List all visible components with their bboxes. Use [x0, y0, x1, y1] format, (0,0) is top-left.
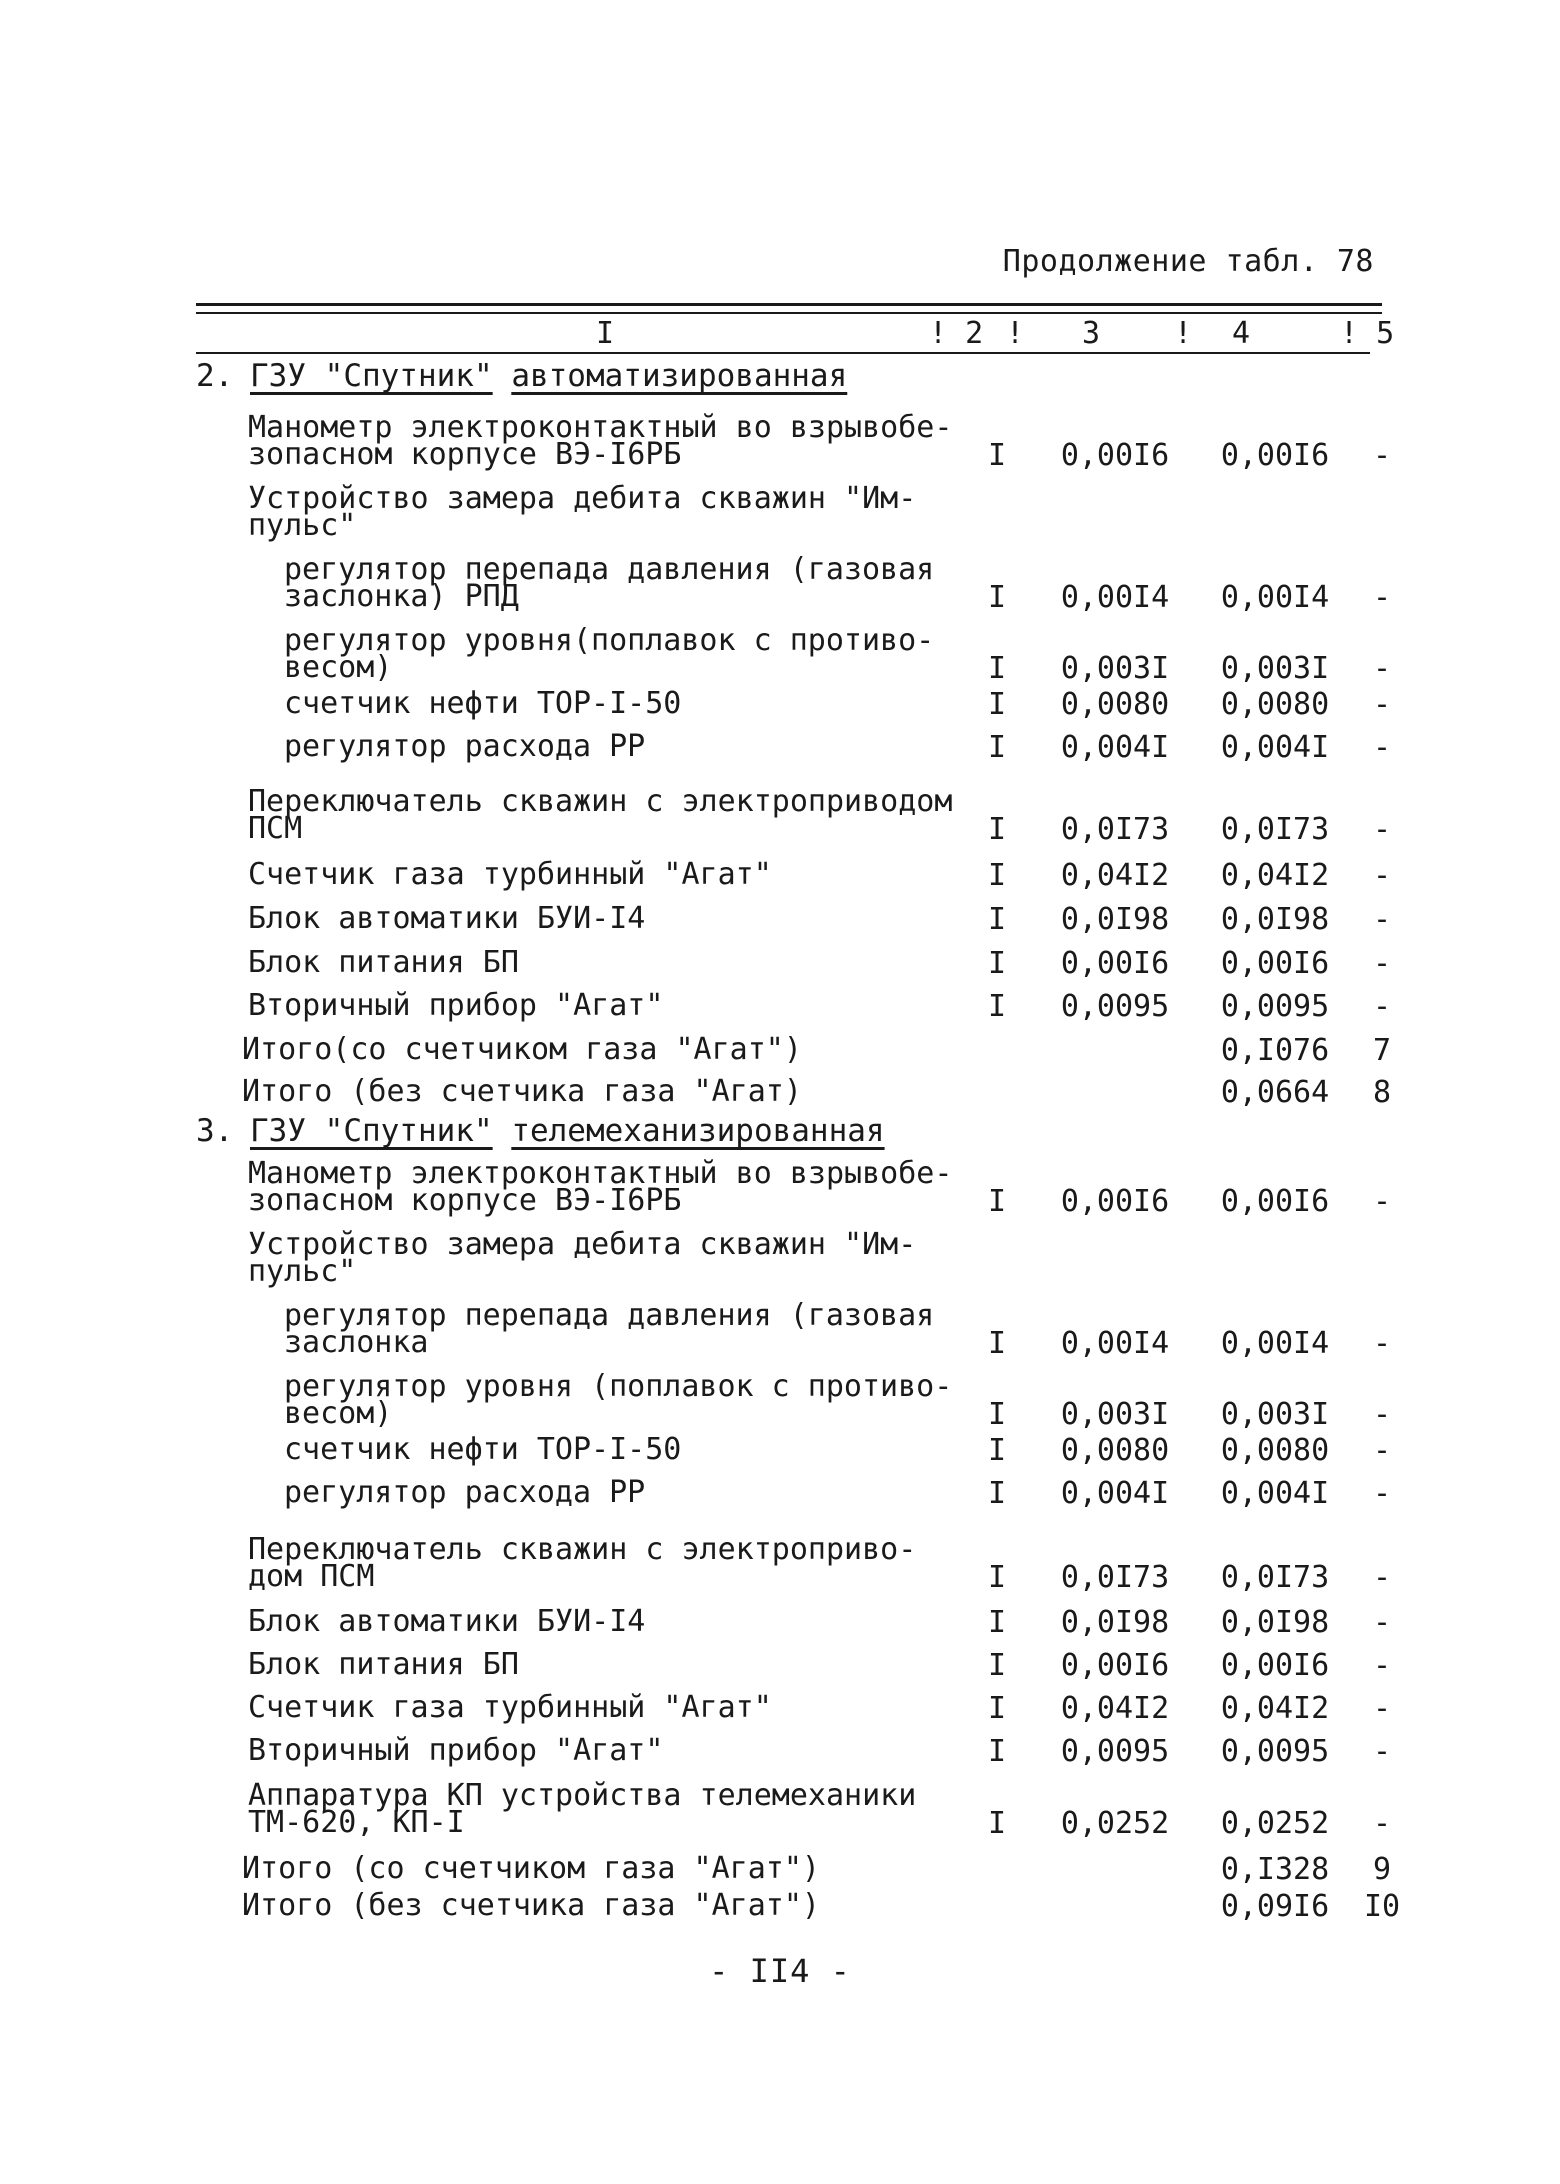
value-cell-5: -: [1372, 580, 1392, 615]
value-cell-4: 0,0I98: [1220, 902, 1330, 937]
column-separator: !: [1174, 316, 1193, 351]
value-cell-4: 0,00I6: [1220, 946, 1330, 981]
value-cell-5: -: [1372, 438, 1392, 473]
value-cell-4: 0,04I2: [1220, 858, 1330, 893]
item-name: Блок автоматики БУИ-I4: [248, 901, 646, 936]
quantity-cell: I: [987, 1397, 1007, 1432]
value-cell-4: 0,I076: [1220, 1033, 1330, 1068]
value-cell-5: -: [1372, 651, 1392, 686]
section-heading-2: [196, 358, 847, 394]
item-name: Итого (со счетчиком газа "Агат"): [242, 1851, 820, 1886]
table-caption: Продолжение табл. 78: [1002, 244, 1374, 279]
value-cell-3: 0,00I6: [1060, 1184, 1170, 1219]
value-cell-5: -: [1372, 1648, 1392, 1683]
value-cell-5: -: [1372, 1560, 1392, 1595]
value-cell-4: 0,04I2: [1220, 1691, 1330, 1726]
value-cell-4: 0,0095: [1220, 1734, 1330, 1769]
item-name: Манометр электроконтактный во взрывобе- зопасном корпусе ВЭ-I6РБ: [248, 1156, 953, 1218]
value-cell-3: 0,004I: [1060, 1476, 1170, 1511]
page-number: - II4 -: [709, 1952, 851, 1990]
section-title-part: ГЗУ "Спутник": [250, 1113, 493, 1149]
value-cell-3: 0,04I2: [1060, 858, 1170, 893]
table-top-rule: [196, 303, 1382, 306]
item-name: Манометр электроконтактный во взрывобе- зопасном корпусе ВЭ-I6РБ: [248, 410, 953, 472]
value-cell-4: 0,00I6: [1220, 1648, 1330, 1683]
value-cell-4: 0,00I6: [1220, 438, 1330, 473]
value-cell-5: 7: [1372, 1033, 1392, 1068]
value-cell-5: -: [1372, 1691, 1392, 1726]
value-cell-4: 0,0I73: [1220, 1560, 1330, 1595]
column-separator: !: [1006, 316, 1025, 351]
item-name: регулятор уровня (поплавок с противо- весом): [284, 1369, 953, 1431]
item-name: счетчик нефти ТОР-I-50: [284, 1432, 682, 1467]
quantity-cell: I: [987, 812, 1007, 847]
quantity-cell: I: [987, 902, 1007, 937]
quantity-cell: I: [987, 1648, 1007, 1683]
value-cell-5: I0: [1363, 1889, 1401, 1924]
quantity-cell: I: [987, 651, 1007, 686]
item-name: Блок питания БП: [248, 945, 519, 980]
value-cell-3: 0,0252: [1060, 1806, 1170, 1841]
column-header-1: I: [596, 316, 615, 351]
value-cell-3: 0,00I4: [1060, 580, 1170, 615]
value-cell-3: 0,0080: [1060, 1433, 1170, 1468]
column-header-row: [196, 314, 1395, 352]
item-name: Итого (без счетчика газа "Агат"): [242, 1888, 820, 1923]
value-cell-4: 0,003I: [1220, 651, 1330, 686]
value-cell-3: 0,0I98: [1060, 1605, 1170, 1640]
quantity-cell: I: [987, 989, 1007, 1024]
value-cell-4: 0,004I: [1220, 730, 1330, 765]
value-cell-4: 0,00I6: [1220, 1184, 1330, 1219]
value-cell-5: -: [1372, 730, 1392, 765]
item-name: Устройство замера дебита скважин "Им- пульс": [248, 1227, 917, 1289]
value-cell-3: 0,0I98: [1060, 902, 1170, 937]
value-cell-3: 0,00I6: [1060, 438, 1170, 473]
item-name: Аппаратура КП устройства телемеханики ТМ-620, КП-I: [248, 1778, 917, 1840]
quantity-cell: I: [987, 858, 1007, 893]
item-name: регулятор расхода РР: [284, 1475, 646, 1510]
value-cell-4: 0,0664: [1220, 1075, 1330, 1110]
quantity-cell: I: [987, 1476, 1007, 1511]
value-cell-3: 0,0I73: [1060, 812, 1170, 847]
value-cell-4: 0,0252: [1220, 1806, 1330, 1841]
item-name: Счетчик газа турбинный "Агат": [248, 1690, 772, 1725]
item-name: Вторичный прибор "Агат": [248, 988, 664, 1023]
value-cell-3: 0,003I: [1060, 1397, 1170, 1432]
item-name: регулятор перепада давления (газовая заслонка: [284, 1298, 935, 1360]
quantity-cell: I: [987, 730, 1007, 765]
quantity-cell: I: [987, 438, 1007, 473]
section-title-part: телемеханизированная: [511, 1113, 885, 1149]
quantity-cell: I: [987, 1691, 1007, 1726]
value-cell-5: -: [1372, 687, 1392, 722]
value-cell-4: 0,0095: [1220, 989, 1330, 1024]
section-number: 2.: [196, 358, 234, 394]
section-heading-3: [196, 1113, 885, 1149]
column-header-3: 3: [1082, 316, 1101, 351]
item-name: Итого(со счетчиком газа "Агат"): [242, 1032, 802, 1067]
value-cell-4: 0,I328: [1220, 1852, 1330, 1887]
value-cell-5: -: [1372, 989, 1392, 1024]
value-cell-3: 0,04I2: [1060, 1691, 1170, 1726]
value-cell-3: 0,0080: [1060, 687, 1170, 722]
quantity-cell: I: [987, 1184, 1007, 1219]
column-header-2: ! 2: [929, 316, 984, 351]
item-name: регулятор расхода РР: [284, 729, 646, 764]
value-cell-5: -: [1372, 1184, 1392, 1219]
value-cell-4: 0,003I: [1220, 1397, 1330, 1432]
item-name: счетчик нефти ТОР-I-50: [284, 686, 682, 721]
value-cell-4: 0,0080: [1220, 1433, 1330, 1468]
column-header-5: ! 5: [1340, 316, 1395, 351]
value-cell-5: -: [1372, 1326, 1392, 1361]
value-cell-5: -: [1372, 1476, 1392, 1511]
value-cell-3: 0,00I6: [1060, 1648, 1170, 1683]
value-cell-5: 9: [1372, 1852, 1392, 1887]
value-cell-5: -: [1372, 902, 1392, 937]
value-cell-3: 0,00I4: [1060, 1326, 1170, 1361]
value-cell-5: -: [1372, 1806, 1392, 1841]
quantity-cell: I: [987, 946, 1007, 981]
value-cell-3: 0,0095: [1060, 1734, 1170, 1769]
value-cell-4: 0,0080: [1220, 687, 1330, 722]
value-cell-4: 0,004I: [1220, 1476, 1330, 1511]
section-number: 3.: [196, 1113, 234, 1149]
item-name: Вторичный прибор "Агат": [248, 1733, 664, 1768]
item-name: Переключатель скважин с электроприводом ПСМ: [248, 784, 953, 846]
quantity-cell: I: [987, 1734, 1007, 1769]
column-header-4: 4: [1232, 316, 1251, 351]
item-name: Устройство замера дебита скважин "Им- пульс": [248, 481, 917, 543]
quantity-cell: I: [987, 1806, 1007, 1841]
value-cell-4: 0,09I6: [1220, 1889, 1330, 1924]
value-cell-5: -: [1372, 858, 1392, 893]
item-name: Блок автоматики БУИ-I4: [248, 1604, 646, 1639]
item-name: Итого (без счетчика газа "Агат): [242, 1074, 802, 1109]
value-cell-5: -: [1372, 1734, 1392, 1769]
quantity-cell: I: [987, 1560, 1007, 1595]
quantity-cell: I: [987, 1326, 1007, 1361]
header-bottom-rule: [196, 352, 1370, 354]
value-cell-3: 0,004I: [1060, 730, 1170, 765]
value-cell-4: 0,00I4: [1220, 1326, 1330, 1361]
value-cell-5: -: [1372, 812, 1392, 847]
value-cell-5: -: [1372, 1605, 1392, 1640]
value-cell-3: 0,00I6: [1060, 946, 1170, 981]
quantity-cell: I: [987, 1433, 1007, 1468]
value-cell-3: 0,0095: [1060, 989, 1170, 1024]
item-name: Блок питания БП: [248, 1647, 519, 1682]
item-name: регулятор уровня(поплавок с противо- весом): [284, 623, 935, 685]
item-name: Переключатель скважин с электроприво- дом ПСМ: [248, 1532, 917, 1594]
quantity-cell: I: [987, 687, 1007, 722]
value-cell-4: 0,0I73: [1220, 812, 1330, 847]
value-cell-5: -: [1372, 946, 1392, 981]
quantity-cell: I: [987, 580, 1007, 615]
section-title-part: ГЗУ "Спутник": [250, 358, 493, 394]
item-name: регулятор перепада давления (газовая заслонка) РПД: [284, 552, 935, 614]
item-name: Счетчик газа турбинный "Агат": [248, 857, 772, 892]
quantity-cell: I: [987, 1605, 1007, 1640]
value-cell-5: -: [1372, 1397, 1392, 1432]
section-title-part: автоматизированная: [511, 358, 848, 394]
value-cell-3: 0,003I: [1060, 651, 1170, 686]
value-cell-3: 0,0I73: [1060, 1560, 1170, 1595]
value-cell-5: 8: [1372, 1075, 1392, 1110]
value-cell-4: 0,0I98: [1220, 1605, 1330, 1640]
value-cell-5: -: [1372, 1433, 1392, 1468]
value-cell-4: 0,00I4: [1220, 580, 1330, 615]
